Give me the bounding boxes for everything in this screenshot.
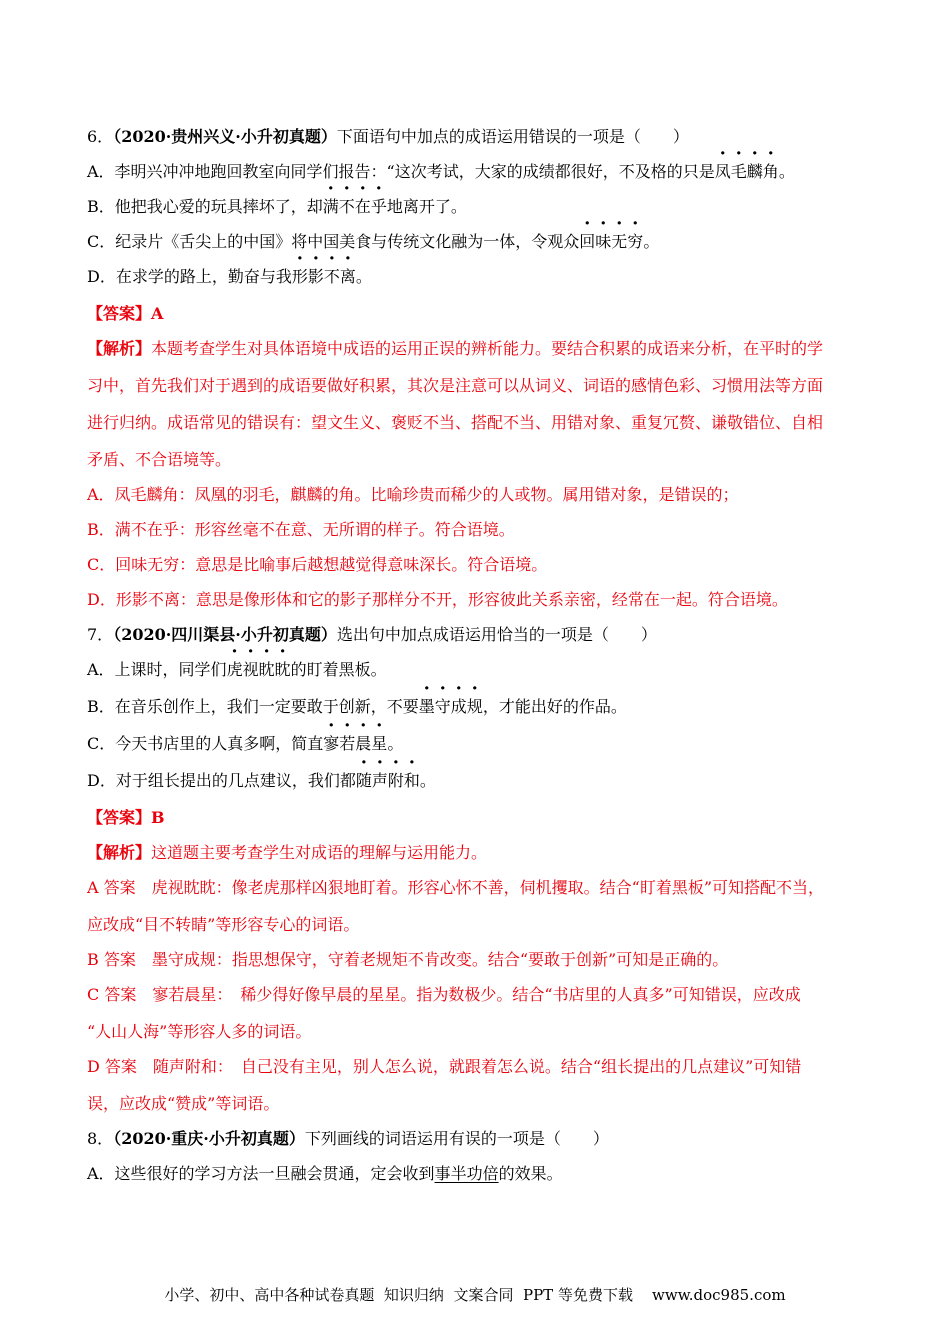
question-6-analysis-line: 【解析】本题考查学生对具体语境中成语的运用正误的辨析能力。要结合积累的成语来分析，在平时的学 [87, 339, 824, 358]
question-source: （2020·重庆·小升初真题） [113, 1129, 305, 1148]
question-6-explain-d: D．形影不离：意思是像形体和它的影子那样分不开，形容彼此关系亲密，经常在一起。符合语境。 [87, 590, 788, 609]
question-7-explain-line: D 答案 随声附和： 自己没有主见，别人怎么说，就跟着怎么说。结合“组长提出的几点建议”可知错 [87, 1057, 802, 1076]
question-7-stem [87, 625, 877, 645]
question-8-stem [87, 1129, 877, 1149]
question-7-option-d: D．对于组长提出的几点建议，我们都随声附和。 [87, 771, 436, 790]
question-7-explain-line: 应改成“目不转睛”等形容专心的词语。 [87, 915, 360, 934]
question-text: 选出句中加点成语运用恰当的一项是（ ） [336, 625, 657, 644]
question-6-option-b: B．他把我心爱的玩具摔坏了，却满不在乎地离开了。 [87, 197, 467, 216]
question-source: （2020·贵州兴义·小升初真题） [113, 127, 337, 146]
question-source: （2020·四川渠县·小升初真题） [113, 625, 337, 644]
question-7-answer: 【答案】B [87, 808, 165, 827]
question-6-option-c: C．纪录片《舌尖上的中国》将中国美食与传统文化融为一体，令观众回味无穷。 [87, 232, 660, 251]
question-6-analysis-line: 习中，首先我们对于遇到的成语要做好积累，其次是注意可以从词义、词语的感情色彩、习惯用法等方面 [87, 376, 824, 395]
document-content [87, 127, 877, 1184]
question-number: 7． [87, 625, 114, 644]
question-number: 8． [87, 1129, 114, 1148]
question-7-explain-line: A 答案 虎视眈眈：像老虎那样凶狠地盯着。形容心怀不善，伺机攫取。结合“盯着黑板”可知搭配不当， [87, 878, 825, 897]
underlined-phrase: 事半功倍 [434, 1164, 499, 1183]
question-7-analysis-line: 【解析】这道题主要考查学生对成语的理解与运用能力。 [87, 843, 488, 862]
question-number: 6． [87, 127, 114, 146]
question-7-explain-line: 误，应改成“赞成”等词语。 [87, 1094, 280, 1113]
question-8-option-a: A．这些很好的学习方法一旦融会贯通，定会收到事半功倍的效果。 [87, 1164, 563, 1183]
question-6-option-d: D．在求学的路上，勤奋与我形影不离。 [87, 267, 372, 286]
page-footer: 小学、初中、高中各种试卷真题 知识归纳 文案合同 PPT 等免费下载 www.doc985.com [164, 1286, 786, 1304]
question-7-explain-line: C 答案 寥若晨星： 稀少得好像早晨的星星。指为数极少。结合“书店里的人真多”可知错误，应改成 [87, 985, 801, 1004]
question-7-option-a: A．上课时，同学们虎视眈眈的盯着黑板。 [87, 660, 387, 679]
question-text: 下列画线的词语运用有误的一项是（ ） [304, 1129, 609, 1148]
question-6-explain-c: C．回味无穷：意思是比喻事后越想越觉得意味深长。符合语境。 [87, 555, 548, 574]
question-6-answer: 【答案】A [87, 304, 164, 323]
question-7-option-b: B．在音乐创作上，我们一定要敢于创新，不要墨守成规，才能出好的作品。 [87, 697, 627, 716]
question-6-option-a: A．李明兴冲冲地跑回教室向同学们报告：“这次考试，大家的成绩都很好，不及格的只是凤毛麟角。 [87, 162, 795, 181]
question-6-analysis-line: 矛盾、不合语境等。 [87, 450, 232, 469]
question-6-stem [87, 127, 877, 147]
question-6-explain-b: B．满不在乎：形容丝毫不在意、无所谓的样子。符合语境。 [87, 520, 515, 539]
question-text: 下面语句中加点的成语运用错误的一项是（ ） [336, 127, 689, 146]
question-6-analysis-line: 进行归纳。成语常见的错误有：望文生义、褒贬不当、搭配不当、用错对象、重复冗赘、谦敬错位、自相 [87, 413, 824, 432]
question-7-explain-line: B 答案 墨守成规：指思想保守，守着老规矩不肯改变。结合“要敢于创新”可知是正确的。 [87, 950, 729, 969]
question-6-explain-a: A．凤毛麟角：凤凰的羽毛，麒麟的角。比喻珍贵而稀少的人或物。属用错对象，是错误的； [87, 485, 739, 504]
question-7-explain-line: “人山人海”等形容人多的词语。 [87, 1022, 312, 1041]
question-7-option-c: C．今天书店里的人真多啊，简直寥若晨星。 [87, 734, 404, 753]
